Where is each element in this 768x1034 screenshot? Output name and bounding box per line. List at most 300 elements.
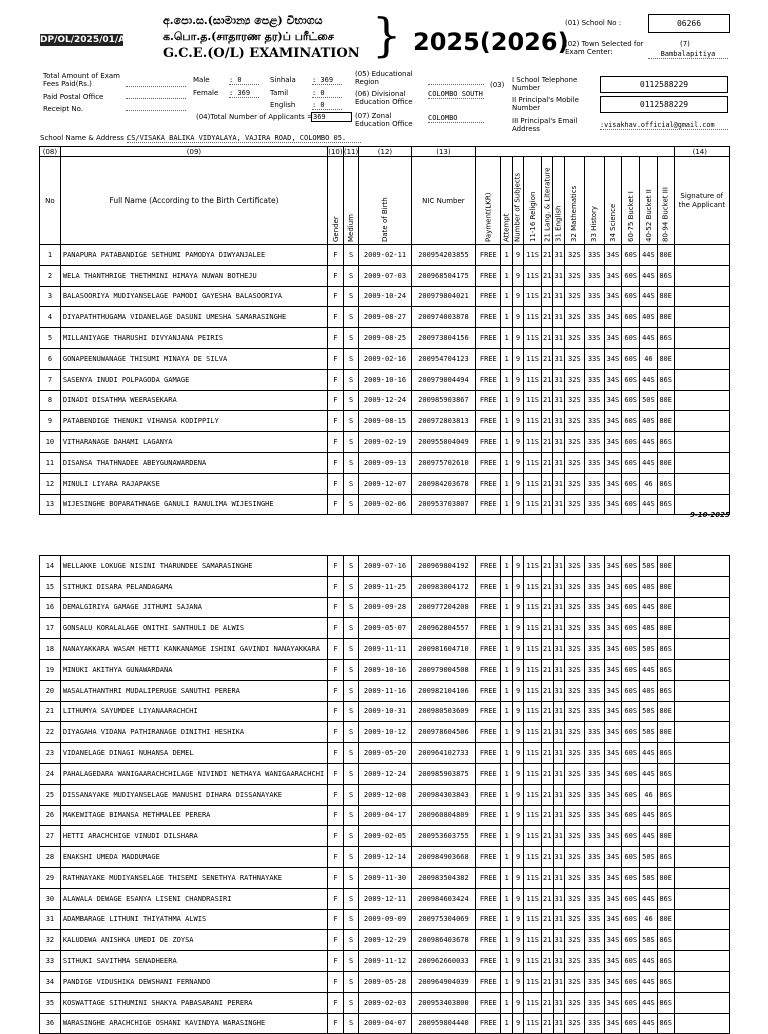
table-row xyxy=(40,432,730,453)
table-cell: 200983504382 xyxy=(411,867,476,888)
table-cell: 2009-12-29 xyxy=(359,930,411,951)
table-cell: S xyxy=(343,494,359,515)
table-cell: 33S xyxy=(584,348,604,369)
table-cell: 34S xyxy=(604,763,622,784)
table-cell: 27 xyxy=(40,826,61,847)
table-cell: 3 xyxy=(40,286,61,307)
signature-cell xyxy=(674,805,729,826)
table-cell: 2009-12-14 xyxy=(359,847,411,868)
table-cell: FREE xyxy=(476,805,501,826)
table-cell: 50S xyxy=(640,556,658,577)
table-cell: 11S xyxy=(524,348,542,369)
applicant-name-cell: MINUKI AKITHYA GUNAWARDANA xyxy=(60,659,327,680)
table-cell: 31 xyxy=(553,390,564,411)
table-cell: 32S xyxy=(564,1013,584,1034)
table-cell: 200982104106 xyxy=(411,680,476,701)
table-cell: 60S xyxy=(622,743,640,764)
signature-cell xyxy=(674,867,729,888)
table-cell: 21 xyxy=(542,847,553,868)
table-cell: 200972803813 xyxy=(411,411,476,432)
signature-cell xyxy=(674,328,729,349)
table-cell: 34S xyxy=(604,805,622,826)
table-cell: S xyxy=(343,307,359,328)
table-cell: 2009-11-30 xyxy=(359,867,411,888)
table-cell: 60S xyxy=(622,618,640,639)
col-num-14: (14) xyxy=(674,147,729,157)
table-cell: 31 xyxy=(553,597,564,618)
table-cell: 21 xyxy=(542,763,553,784)
receipt-label: Receipt No. xyxy=(43,105,83,113)
table-cell: 60S xyxy=(622,286,640,307)
table-cell: 1 xyxy=(501,618,512,639)
table-cell: 200953403800 xyxy=(411,992,476,1013)
table-cell: 60S xyxy=(622,432,640,453)
table-cell: 34S xyxy=(604,411,622,432)
table-cell: FREE xyxy=(476,722,501,743)
table-cell: 46 xyxy=(640,348,658,369)
table-cell: 80E xyxy=(657,722,674,743)
table-cell: 200984303843 xyxy=(411,784,476,805)
table-cell: 200954203855 xyxy=(411,245,476,266)
table-cell: 21 xyxy=(542,701,553,722)
table-cell: 21 xyxy=(542,784,553,805)
applicant-name-cell: SASENYA INUDI POLPAGODA GAMAGE xyxy=(60,369,327,390)
table-cell: 2009-10-16 xyxy=(359,659,411,680)
table-cell: 60S xyxy=(622,245,640,266)
table-cell: 1 xyxy=(501,930,512,951)
table-cell: FREE xyxy=(476,328,501,349)
table-cell: 1 xyxy=(501,286,512,307)
table-cell: 44S xyxy=(640,369,658,390)
table-cell: 21 xyxy=(542,369,553,390)
table-cell: 29 xyxy=(40,867,61,888)
table-cell: 44S xyxy=(640,328,658,349)
table-row xyxy=(40,265,730,286)
table-cell: S xyxy=(343,286,359,307)
table-cell: 200953703807 xyxy=(411,494,476,515)
table-cell: 9 xyxy=(40,411,61,432)
table-cell: 10 xyxy=(40,432,61,453)
num-03: (03) xyxy=(490,81,505,89)
table-cell: 33S xyxy=(584,265,604,286)
table-cell: 21 xyxy=(40,701,61,722)
table-cell: 60S xyxy=(622,784,640,805)
col-num-blank xyxy=(476,147,674,157)
table-cell: 9 xyxy=(512,432,523,453)
table-cell: 32S xyxy=(564,618,584,639)
table-cell: 11S xyxy=(524,411,542,432)
table-cell: 34S xyxy=(604,909,622,930)
table-row xyxy=(40,888,730,909)
table-cell: F xyxy=(328,597,344,618)
table-cell: 60S xyxy=(622,1013,640,1034)
table-cell: 86S xyxy=(657,743,674,764)
applicant-name-cell: NANAYAKKARA WASAM HETTI KANKANAMGE ISHINI GAVINDI NANAYAKKARA xyxy=(60,639,327,660)
table-cell: 33S xyxy=(584,971,604,992)
table-cell: 21 xyxy=(542,867,553,888)
table-cell: 2009-08-15 xyxy=(359,411,411,432)
table-cell: 34S xyxy=(604,265,622,286)
table-cell: 200975702610 xyxy=(411,452,476,473)
table-cell: 2009-11-16 xyxy=(359,680,411,701)
table-cell: 2009-11-11 xyxy=(359,639,411,660)
table-cell: 11S xyxy=(524,763,542,784)
table-cell: 2009-05-20 xyxy=(359,743,411,764)
col-history: 33 History xyxy=(584,157,604,245)
table-cell: 1 xyxy=(501,1013,512,1034)
school-no-label: (01) School No : xyxy=(565,19,622,27)
applicant-name-cell: PANDIGE VIDUSHIKA DEWSHANI FERNANDO xyxy=(60,971,327,992)
title-tamil: க.பொ.த.(சாதாரண தர)ப் பரீட்சை xyxy=(163,30,334,43)
table-cell: FREE xyxy=(476,909,501,930)
table-cell: 22 xyxy=(40,722,61,743)
table-cell: 33S xyxy=(584,618,604,639)
table-cell: 86S xyxy=(657,971,674,992)
table-cell: 8 xyxy=(40,390,61,411)
table-cell: 34S xyxy=(604,784,622,805)
table-cell: 200954704123 xyxy=(411,348,476,369)
table-cell: F xyxy=(328,743,344,764)
table-row xyxy=(40,867,730,888)
applicants-table-1 xyxy=(39,146,730,515)
table-cell: 11S xyxy=(524,390,542,411)
paid-postal-line xyxy=(126,98,186,99)
table-cell: 200980503609 xyxy=(411,701,476,722)
table-row xyxy=(40,473,730,494)
table-cell: 15 xyxy=(40,576,61,597)
table-cell: 60S xyxy=(622,992,640,1013)
table-cell: 31 xyxy=(553,743,564,764)
table-cell: S xyxy=(343,473,359,494)
table-cell: 2009-08-25 xyxy=(359,328,411,349)
table-cell: FREE xyxy=(476,390,501,411)
table-cell: 4 xyxy=(40,307,61,328)
table-cell: 80E xyxy=(657,597,674,618)
table-cell: 200968504175 xyxy=(411,265,476,286)
table-cell: S xyxy=(343,930,359,951)
table-cell: FREE xyxy=(476,576,501,597)
table-cell: 60S xyxy=(622,494,640,515)
table-cell: 11 xyxy=(40,452,61,473)
table-row xyxy=(40,452,730,473)
table-row xyxy=(40,618,730,639)
applicant-name-cell: GONSALU KORALALAGE ONITHI SANTHULI DE ALWIS xyxy=(60,618,327,639)
table-cell: 31 xyxy=(553,576,564,597)
table-cell: 11S xyxy=(524,556,542,577)
table-cell: 9 xyxy=(512,805,523,826)
table-cell: F xyxy=(328,265,344,286)
table-cell: 11S xyxy=(524,618,542,639)
table-cell: 2009-08-27 xyxy=(359,307,411,328)
table-row xyxy=(40,576,730,597)
table-cell: 9 xyxy=(512,576,523,597)
table-cell: S xyxy=(343,992,359,1013)
table-cell: 18 xyxy=(40,639,61,660)
table-cell: 19 xyxy=(40,659,61,680)
signature-cell xyxy=(674,307,729,328)
table-cell: 31 xyxy=(553,722,564,743)
table-cell: 2009-09-13 xyxy=(359,452,411,473)
table-cell: 32S xyxy=(564,701,584,722)
table-cell: 60S xyxy=(622,348,640,369)
table-cell: 33S xyxy=(584,680,604,701)
table-cell: 2 xyxy=(40,265,61,286)
table-cell: 60S xyxy=(622,307,640,328)
table-cell: FREE xyxy=(476,659,501,680)
table-cell: 34S xyxy=(604,659,622,680)
table-cell: 9 xyxy=(512,826,523,847)
table-cell: S xyxy=(343,826,359,847)
table-cell: 32 xyxy=(40,930,61,951)
table-cell: S xyxy=(343,743,359,764)
table-cell: 2009-05-28 xyxy=(359,971,411,992)
table-cell: 31 xyxy=(553,951,564,972)
table-cell: S xyxy=(343,1013,359,1034)
table-row xyxy=(40,639,730,660)
table-cell: 24 xyxy=(40,763,61,784)
table-cell: 21 xyxy=(542,722,553,743)
col-subjects: Number of Subjects xyxy=(512,157,523,245)
table-cell: 1 xyxy=(501,328,512,349)
zonal-office: COLOMBO xyxy=(428,114,484,123)
brace-glyph: } xyxy=(372,8,402,62)
town-no: (7) xyxy=(680,40,690,48)
table-cell: 86S xyxy=(657,369,674,390)
table-cell: 34 xyxy=(40,971,61,992)
table-cell: 60S xyxy=(622,847,640,868)
table-cell: 44S xyxy=(640,659,658,680)
table-cell: 31 xyxy=(553,411,564,432)
table-cell: 80E xyxy=(657,390,674,411)
table-cell: F xyxy=(328,971,344,992)
table-cell: 200973804156 xyxy=(411,328,476,349)
table-cell: 60S xyxy=(622,473,640,494)
table-cell: 11S xyxy=(524,805,542,826)
town-label: (02) Town Selected for Exam Center: xyxy=(565,40,644,56)
table-cell: 86S xyxy=(657,494,674,515)
table-cell: 86S xyxy=(657,784,674,805)
table-cell: 1 xyxy=(501,307,512,328)
table-cell: 200984203678 xyxy=(411,473,476,494)
table-cell: 9 xyxy=(512,867,523,888)
table-cell: 21 xyxy=(542,432,553,453)
table-cell: S xyxy=(343,639,359,660)
table-row xyxy=(40,1013,730,1034)
table-cell: 34S xyxy=(604,951,622,972)
table-cell: 200978604506 xyxy=(411,722,476,743)
table-cell: 80E xyxy=(657,867,674,888)
table-cell: 9 xyxy=(512,328,523,349)
table-cell: 11S xyxy=(524,722,542,743)
table-cell: 5 xyxy=(40,328,61,349)
signature-cell xyxy=(674,348,729,369)
table-cell: 32S xyxy=(564,847,584,868)
table-cell: F xyxy=(328,452,344,473)
table-row xyxy=(40,411,730,432)
table-cell: S xyxy=(343,265,359,286)
table-cell: FREE xyxy=(476,473,501,494)
table-cell: 32S xyxy=(564,659,584,680)
table-cell: 11S xyxy=(524,265,542,286)
table-cell: 9 xyxy=(512,556,523,577)
applicant-name-cell: WELLAKKE LOKUGE NISINI THARUNDEE SAMARASINGHE xyxy=(60,556,327,577)
table-row xyxy=(40,701,730,722)
table-cell: 34S xyxy=(604,1013,622,1034)
signature-cell xyxy=(674,951,729,972)
table-cell: 33S xyxy=(584,701,604,722)
table-cell: 80E xyxy=(657,701,674,722)
total-fees-line xyxy=(126,86,186,87)
table-cell: 21 xyxy=(542,307,553,328)
table-cell: 6 xyxy=(40,348,61,369)
table-row xyxy=(40,494,730,515)
table-cell: FREE xyxy=(476,930,501,951)
table-cell: 200969804192 xyxy=(411,556,476,577)
table-cell: FREE xyxy=(476,452,501,473)
signature-cell xyxy=(674,576,729,597)
table-cell: 1 xyxy=(501,452,512,473)
table-cell: F xyxy=(328,286,344,307)
table-cell: 32S xyxy=(564,743,584,764)
table-cell: 80E xyxy=(657,245,674,266)
table-cell: FREE xyxy=(476,265,501,286)
col-num-10: (10) xyxy=(328,147,343,156)
table-cell: 200983004172 xyxy=(411,576,476,597)
table-row xyxy=(40,722,730,743)
table-cell: 34S xyxy=(604,348,622,369)
table-cell: 11S xyxy=(524,328,542,349)
table-cell: 80E xyxy=(657,909,674,930)
table-cell: 32S xyxy=(564,639,584,660)
table-cell: 1 xyxy=(501,763,512,784)
signature-cell xyxy=(674,847,729,868)
signature-cell xyxy=(674,452,729,473)
table-cell: S xyxy=(343,701,359,722)
table-cell: 31 xyxy=(553,680,564,701)
applicant-name-cell: PATABENDIGE THENUKI VIHANSA KODIPPILY xyxy=(60,411,327,432)
table-cell: 21 xyxy=(542,245,553,266)
table-cell: 40S xyxy=(640,618,658,639)
table-cell: 32S xyxy=(564,805,584,826)
table-cell: 33S xyxy=(584,992,604,1013)
table-cell: S xyxy=(343,618,359,639)
table-cell: 33S xyxy=(584,909,604,930)
col-num-11: (11) xyxy=(343,147,359,156)
table-cell: 2009-02-06 xyxy=(359,494,411,515)
table-cell: 9 xyxy=(512,286,523,307)
col-language: 21 Lang. & Literature xyxy=(542,157,553,245)
table-cell: 2009-04-17 xyxy=(359,805,411,826)
edu-region-line xyxy=(428,84,484,85)
table-cell: 9 xyxy=(512,992,523,1013)
table-cell: 9 xyxy=(512,618,523,639)
signature-cell xyxy=(674,826,729,847)
table-cell: 9 xyxy=(512,597,523,618)
table-cell: 50S xyxy=(640,701,658,722)
table-cell: 31 xyxy=(553,930,564,951)
table-cell: 1 xyxy=(501,680,512,701)
table-cell: 46 xyxy=(640,473,658,494)
table-cell: S xyxy=(343,784,359,805)
table-cell: 86S xyxy=(657,1013,674,1034)
table-cell: 2009-02-16 xyxy=(359,348,411,369)
table-cell: 21 xyxy=(542,286,553,307)
col-medium: Medium xyxy=(343,157,359,245)
table-cell: S xyxy=(343,659,359,680)
applicant-name-cell: KOSWATTAGE SITHUMINI SHAKYA PABASARANI PERERA xyxy=(60,992,327,1013)
table-cell: 33 xyxy=(40,951,61,972)
table-cell: 31 xyxy=(553,847,564,868)
table-cell: 9 xyxy=(512,473,523,494)
signature-cell xyxy=(674,659,729,680)
table-cell: F xyxy=(328,411,344,432)
table-cell: FREE xyxy=(476,763,501,784)
table-cell: 11S xyxy=(524,992,542,1013)
table-cell: 1 xyxy=(501,576,512,597)
table-cell: 1 xyxy=(501,784,512,805)
table-cell: 80E xyxy=(657,452,674,473)
table-cell: 60S xyxy=(622,452,640,473)
table-cell: 33S xyxy=(584,722,604,743)
table-cell: 31 xyxy=(40,909,61,930)
applicant-name-cell: SITHUKI DISARA PELANDAGAMA xyxy=(60,576,327,597)
table-cell: 44S xyxy=(640,971,658,992)
table-cell: 60S xyxy=(622,639,640,660)
col-num-09: (09) xyxy=(60,147,327,157)
table-cell: 21 xyxy=(542,1013,553,1034)
table-cell: 32S xyxy=(564,411,584,432)
applicant-name-cell: MINULI LIYARA RAJAPAKSE xyxy=(60,473,327,494)
table-cell: 32S xyxy=(564,245,584,266)
table-cell: 60S xyxy=(622,930,640,951)
table-cell: 44S xyxy=(640,597,658,618)
table-cell: 50S xyxy=(640,639,658,660)
table-cell: 34S xyxy=(604,432,622,453)
table-cell: S xyxy=(343,951,359,972)
table-cell: 1 xyxy=(501,992,512,1013)
applicant-name-cell: WARASINGHE ARACHCHIGE OSHANI KAVINDYA WARASINGHE xyxy=(60,1013,327,1034)
table-cell: 80E xyxy=(657,411,674,432)
table-cell: 34S xyxy=(604,722,622,743)
table-cell: S xyxy=(343,245,359,266)
table-cell: 34S xyxy=(604,992,622,1013)
table-cell: 60S xyxy=(622,722,640,743)
table-cell: 33S xyxy=(584,1013,604,1034)
table-cell: 60S xyxy=(622,597,640,618)
table-cell: 31 xyxy=(553,473,564,494)
school-address: CS/VISAKA BALIKA VIDYALAYA, VAJIRA ROAD, COLOMBO 05. xyxy=(127,134,361,143)
table-cell: 44S xyxy=(640,763,658,784)
signature-cell xyxy=(674,763,729,784)
signature-cell xyxy=(674,1013,729,1034)
town-name: Bambalapitiya xyxy=(648,50,728,59)
table-cell: 1 xyxy=(501,888,512,909)
table-cell: 34S xyxy=(604,680,622,701)
table-cell: 60S xyxy=(622,888,640,909)
table-cell: F xyxy=(328,951,344,972)
table-cell: FREE xyxy=(476,784,501,805)
table-cell: 33S xyxy=(584,556,604,577)
table-cell: 32S xyxy=(564,971,584,992)
table-cell: 86S xyxy=(657,659,674,680)
total-applicants-label: (04)Total Number of Applicants = xyxy=(196,113,313,121)
table-cell: 34S xyxy=(604,639,622,660)
signature-cell xyxy=(674,992,729,1013)
signature-cell xyxy=(674,784,729,805)
table-cell: 9 xyxy=(512,909,523,930)
table-row xyxy=(40,245,730,266)
applicant-name-cell: ADAMBARAGE LITHUNI THIYATHMA ALWIS xyxy=(60,909,327,930)
